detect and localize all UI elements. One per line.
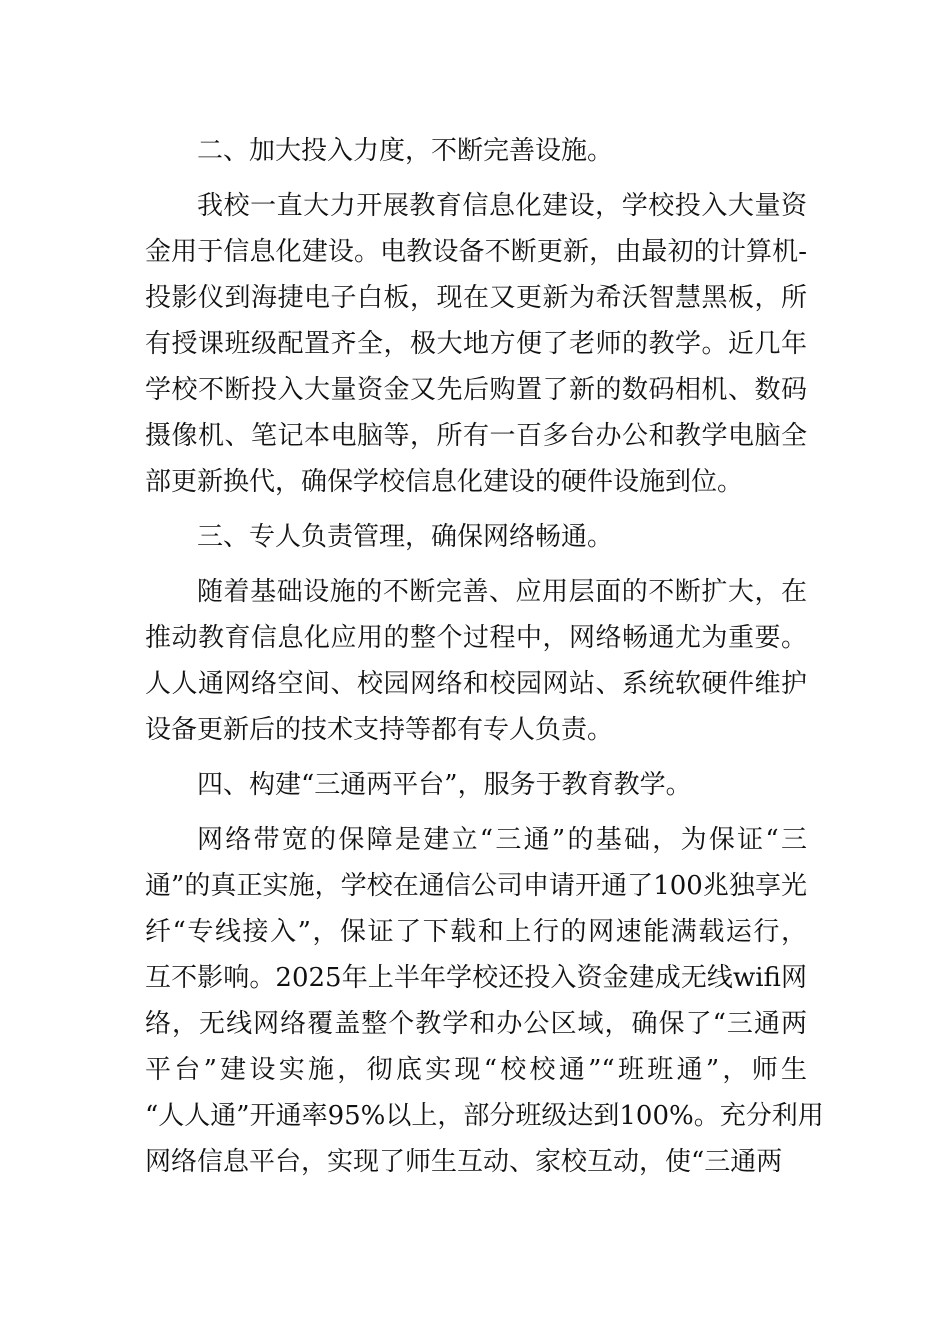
paragraph-line: 设备更新后的技术支持等都有专人负责。: [145, 715, 614, 745]
paragraph-line: 人人通网络空间、校园网络和校园网站、系统软硬件维护: [145, 669, 807, 699]
paragraph-line: 推动教育信息化应用的整个过程中，网络畅通尤为重要。: [145, 623, 807, 653]
paragraph-line: 学校不断投入大量资金又先后购置了新的数码相机、数码: [145, 375, 807, 405]
spacer: [145, 560, 807, 569]
spacer: [145, 505, 807, 514]
paragraph-line: 有授课班级配置齐全，极大地方便了老师的教学。近几年: [145, 329, 807, 359]
paragraph-line: 我校一直大力开展教育信息化建设，学校投入大量资: [197, 191, 807, 221]
spacer: [145, 808, 807, 817]
section-heading: 二、加大投入力度，不断完善设施。: [197, 136, 614, 166]
paragraph-line: 纤“专线接入”，保证了下载和上行的网速能满载运行，: [145, 917, 807, 947]
paragraph-line: 互不影响。2025年上半年学校还投入资金建成无线wifi网: [145, 963, 807, 993]
section-heading: 三、专人负责管理，确保网络畅通。: [197, 522, 614, 552]
paragraph-line: 投影仪到海捷电子白板，现在又更新为希沃智慧黑板，所: [145, 283, 807, 313]
section-heading: 四、构建“三通两平台”，服务于教育教学。: [197, 770, 692, 800]
paragraph-line: 络，无线网络覆盖整个教学和办公区域，确保了“三通两: [145, 1009, 807, 1039]
spacer: [145, 174, 807, 183]
paragraph-line: 金用于信息化建设。电教设备不断更新，由最初的计算机-: [145, 237, 807, 267]
paragraph-line: 随着基础设施的不断完善、应用层面的不断扩大，在: [197, 577, 807, 607]
paragraph-line: 网络信息平台，实现了师生互动、家校互动，使“三通两: [145, 1147, 783, 1177]
document-body: [145, 128, 824, 1185]
paragraph-line: 网络带宽的保障是建立“三通”的基础，为保证“三: [197, 825, 807, 855]
paragraph-line: 通”的真正实施，学校在通信公司申请开通了100兆独享光: [145, 871, 807, 901]
spacer: [145, 753, 807, 762]
paragraph-line: “人人通”开通率95%以上，部分班级达到100%。充分利用: [145, 1101, 824, 1131]
paragraph-line: 平台”建设实施，彻底实现“校校通”“班班通”，师生: [145, 1055, 807, 1085]
paragraph-line: 摄像机、笔记本电脑等，所有一百多台办公和教学电脑全: [145, 421, 807, 451]
paragraph-line: 部更新换代，确保学校信息化建设的硬件设施到位。: [145, 467, 744, 497]
